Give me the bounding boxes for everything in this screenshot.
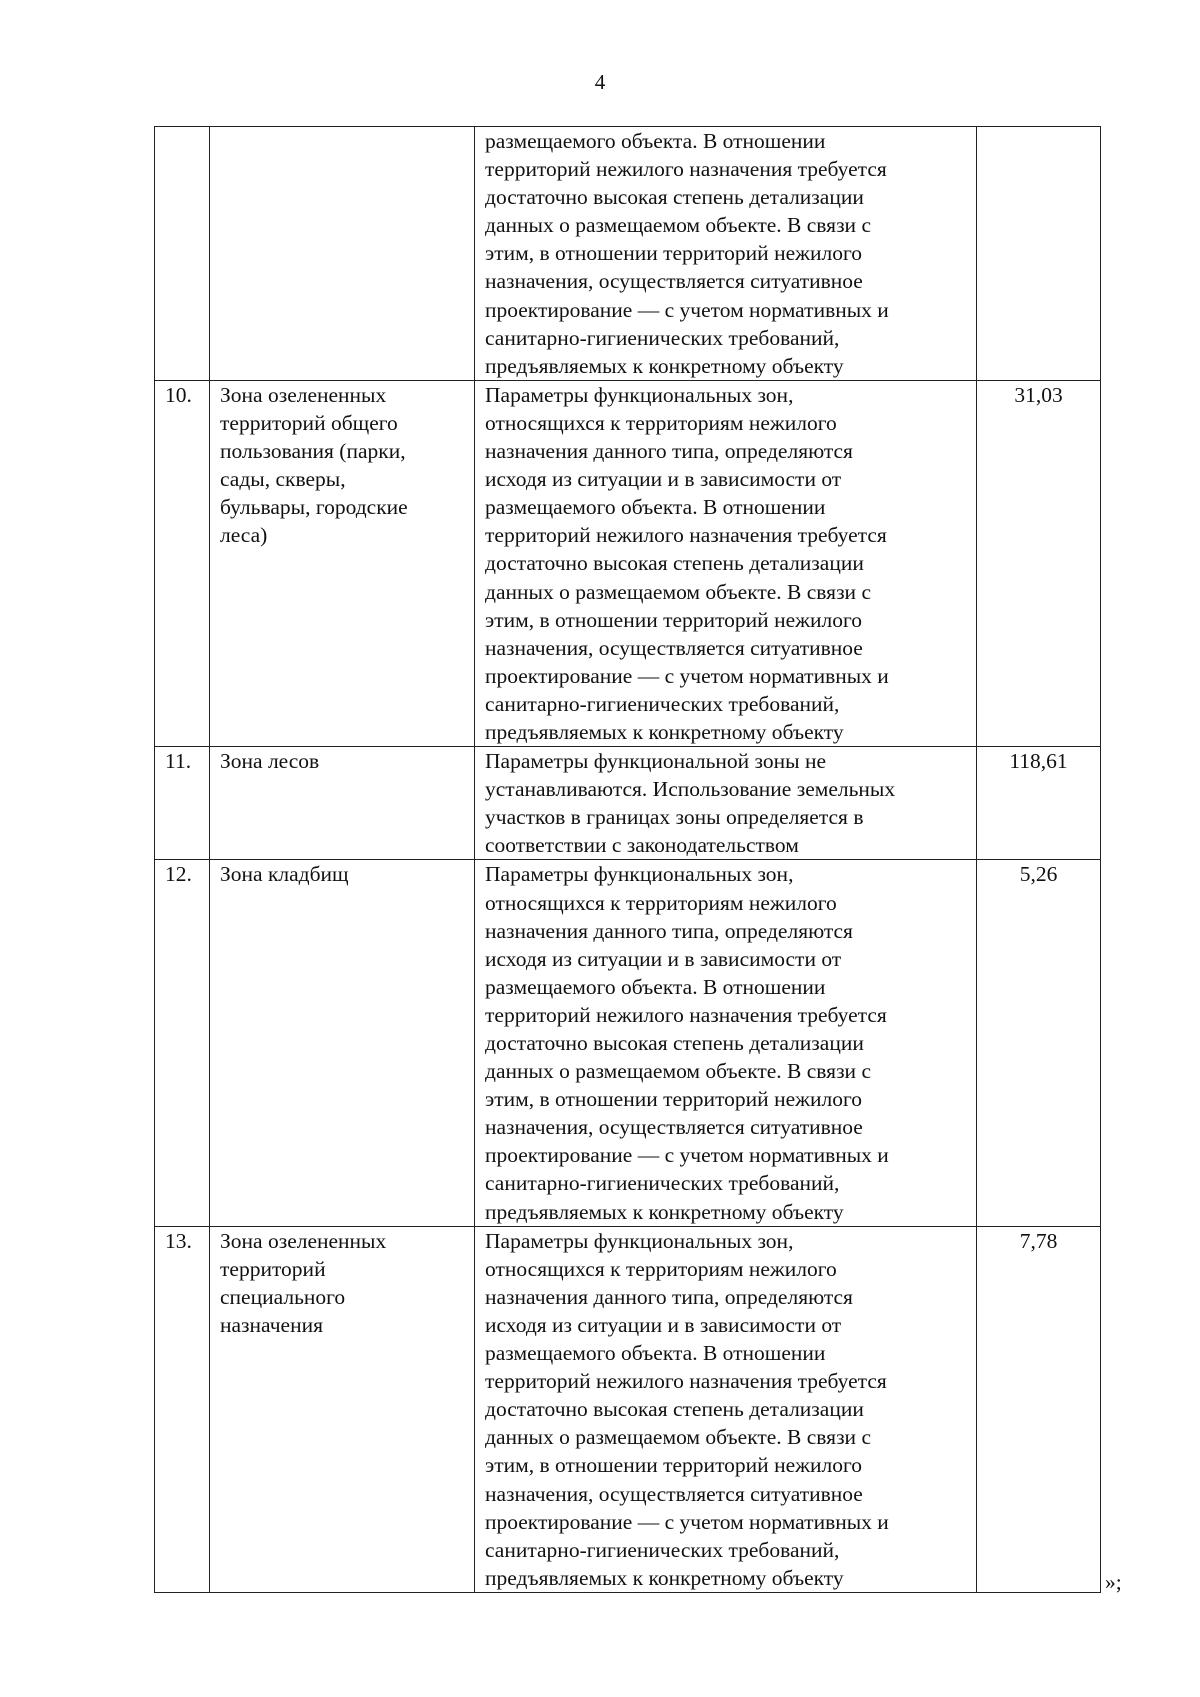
zone-description-cell: Параметры функциональных зон, относящихся к территориям нежилого назначения данного типа, определяются исходя из ситуации и в зависимости от размещаемого объекта. В отношении территорий нежилого назначения требуется достаточно высокая степень детализации данных о размещаемом объекте. В связи с этим, в отношении территорий нежилого назначения, осуществляется ситуативное проектирование — с учетом нормативных и санитарно-гигиенических требований, предъявляемых к конкретному объекту xyxy=(475,860,977,1226)
table-row xyxy=(155,860,1101,1226)
zone-area-cell: 31,03 xyxy=(977,380,1101,746)
zone-area-cell: 118,61 xyxy=(977,747,1101,860)
zone-area-cell xyxy=(977,127,1101,381)
table-row xyxy=(155,127,1101,381)
zone-description-cell: Параметры функциональных зон, относящихся к территориям нежилого назначения данного типа, определяются исходя из ситуации и в зависимости от размещаемого объекта. В отношении территорий нежилого назначения требуется достаточно высокая степень детализации данных о размещаемом объекте. В связи с этим, в отношении территорий нежилого назначения, осуществляется ситуативное проектирование — с учетом нормативных и санитарно-гигиенических требований, предъявляемых к конкретному объекту xyxy=(475,380,977,746)
zone-description-cell: Параметры функциональных зон, относящихся к территориям нежилого назначения данного типа, определяются исходя из ситуации и в зависимости от размещаемого объекта. В отношении территорий нежилого назначения требуется достаточно высокая степень детализации данных о размещаемом объекте. В связи с этим, в отношении территорий нежилого назначения, осуществляется ситуативное проектирование — с учетом нормативных и санитарно-гигиенических требований, предъявляемых к конкретному объекту xyxy=(475,1226,977,1592)
row-number-cell: 10. xyxy=(155,380,210,746)
row-number-cell: 13. xyxy=(155,1226,210,1592)
zone-description-cell: размещаемого объекта. В отношении территорий нежилого назначения требуется достаточно высокая степень детализации данных о размещаемом объекте. В связи с этим, в отношении территорий нежилого назначения, осуществляется ситуативное проектирование — с учетом нормативных и санитарно-гигиенических требований, предъявляемых к конкретному объекту xyxy=(475,127,977,381)
table-row xyxy=(155,747,1101,860)
row-number-cell: 11. xyxy=(155,747,210,860)
row-number-cell xyxy=(155,127,210,381)
closing-quote-mark: »; xyxy=(1105,1570,1122,1594)
zones-table xyxy=(154,126,1101,1593)
zone-name-cell: Зона кладбищ xyxy=(210,860,475,1226)
zone-area-cell: 5,26 xyxy=(977,860,1101,1226)
table-row xyxy=(155,1226,1101,1592)
table-row xyxy=(155,380,1101,746)
zone-description-cell: Параметры функциональной зоны не устанавливаются. Использование земельных участков в границах зоны определяется в соответствии с законодательством xyxy=(475,747,977,860)
row-number-cell: 12. xyxy=(155,860,210,1226)
zone-area-cell: 7,78 xyxy=(977,1226,1101,1592)
zone-name-cell: Зона лесов xyxy=(210,747,475,860)
zone-name-cell: Зона озелененных территорий общего пользования (парки, сады, скверы, бульвары, городские леса) xyxy=(210,380,475,746)
page-number: 4 xyxy=(594,70,606,94)
zone-name-cell xyxy=(210,127,475,381)
zone-name-cell: Зона озелененных территорий специального назначения xyxy=(210,1226,475,1592)
